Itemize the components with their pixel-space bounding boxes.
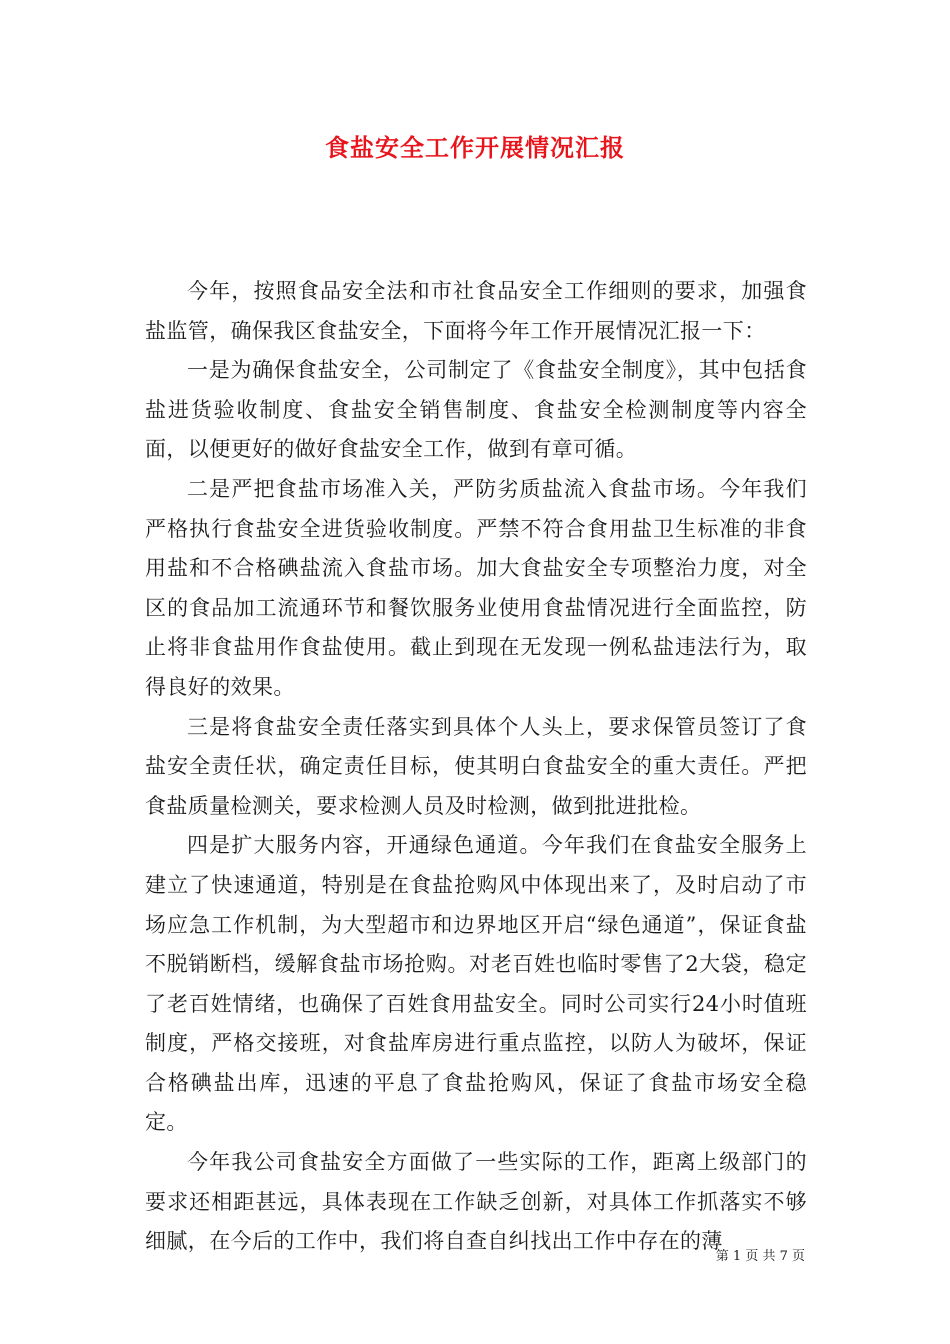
paragraph-point-four: 四是扩大服务内容，开通绿色通道。今年我们在食盐安全服务上建立了快速通道，特别是在食盐抢购风中体现出来了，及时启动了市场应急工作机制，为大型超市和边界地区开启“绿色通道”，保证食盐不脱销断档，缓解食盐市场抢购。对老百姓也临时零售了2大袋，稳定了老百姓情绪，也确保了百姓食用盐安全。同时公司实行24小时值班制度，严格交接班，对食盐库房进行重点监控，以防人为破坏，保证合格碘盐出库，迅速的平息了食盐抢购风，保证了食盐市场安全稳定。 (145, 833, 807, 1135)
document-body (145, 272, 807, 1262)
paragraph-summary: 今年我公司食盐安全方面做了一些实际的工作，距离上级部门的要求还相距甚远，具体表现在工作缺乏创新，对具体工作抓落实不够细腻，在今后的工作中，我们将自查自纠找出工作中存在的薄 (145, 1150, 807, 1254)
paragraph-point-one: 一是为确保食盐安全，公司制定了《食盐安全制度》，其中包括食盐进货验收制度、食盐安全销售制度、食盐安全检测制度等内容全面，以便更好的做好食盐安全工作，做到有章可循。 (145, 358, 807, 462)
paragraph-intro: 今年，按照食品安全法和市社食品安全工作细则的要求，加强食盐监管，确保我区食盐安全，下面将今年工作开展情况汇报一下： (145, 279, 807, 343)
paragraph-point-three: 三是将食盐安全责任落实到具体个人头上，要求保管员签订了食盐安全责任状，确定责任目标，使其明白食盐安全的重大责任。严把食盐质量检测关，要求检测人员及时检测，做到批进批检。 (145, 714, 807, 818)
document-title: 食盐安全工作开展情况汇报 (325, 133, 625, 162)
paragraph-point-two: 二是严把食盐市场准入关，严防劣质盐流入食盐市场。今年我们严格执行食盐安全进货验收制度。严禁不符合食用盐卫生标准的非食用盐和不合格碘盐流入食盐市场。加大食盐安全专项整治力度，对全区的食品加工流通环节和餐饮服务业使用食盐情况进行全面监控，防止将非食盐用作食盐使用。截止到现在无发现一例私盐违法行为，取得良好的效果。 (145, 476, 807, 699)
page-number-footer: 第 1 页 共 7 页 (715, 1249, 805, 1264)
